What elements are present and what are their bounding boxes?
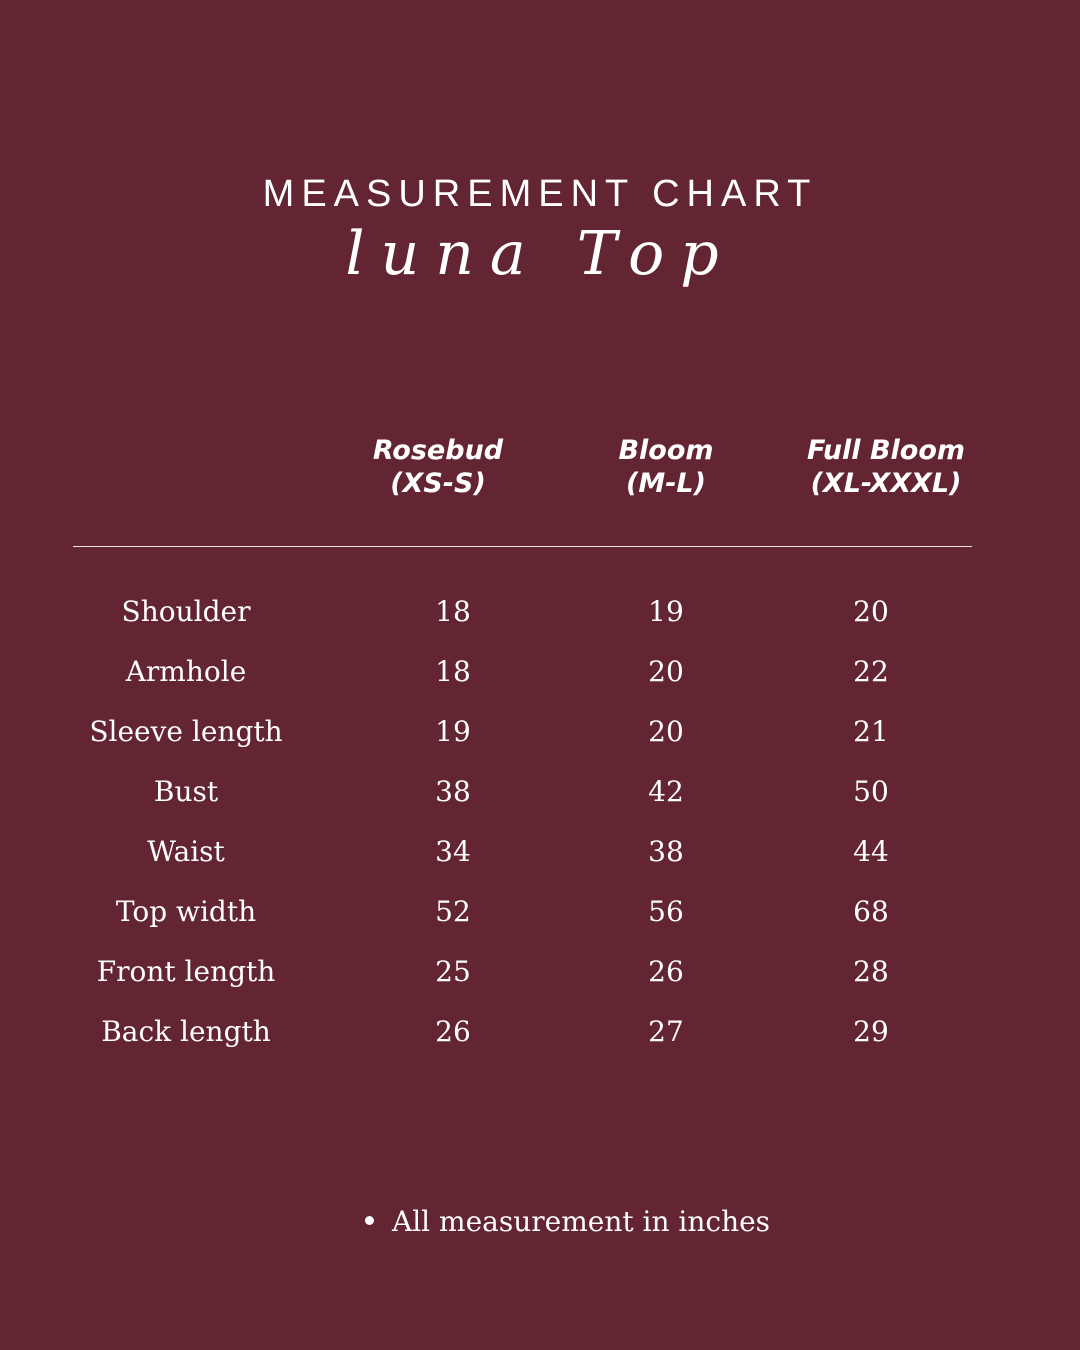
- column-size-range: (M-L): [626, 468, 706, 499]
- table-row: [0, 702, 1080, 762]
- table-cell: 20: [853, 595, 889, 628]
- table-row: [0, 822, 1080, 882]
- column-size-range: (XL-XXXL): [810, 468, 962, 499]
- table-row: [0, 762, 1080, 822]
- header-divider: [73, 546, 972, 547]
- table-cell: 56: [648, 895, 684, 928]
- table-cell: 34: [435, 835, 471, 868]
- column-size-name: Full Bloom: [806, 435, 966, 466]
- column-size-name: Rosebud: [372, 435, 504, 466]
- table-cell: 20: [648, 715, 684, 748]
- bullet-icon: [365, 1216, 374, 1225]
- row-label: Back length: [101, 1015, 271, 1048]
- product-name: luna Top: [345, 219, 735, 289]
- table-row: [0, 1002, 1080, 1062]
- row-label: Top width: [115, 895, 257, 928]
- column-header-full-bloom: [766, 434, 1006, 500]
- measurement-note: [365, 1200, 770, 1244]
- table-cell: 26: [435, 1015, 471, 1048]
- table-cell: 42: [648, 775, 684, 808]
- row-label: Waist: [147, 835, 225, 868]
- table-cell: 19: [648, 595, 684, 628]
- table-cell: 28: [853, 955, 889, 988]
- table-cell: 68: [853, 895, 889, 928]
- column-size-range: (XS-S): [390, 468, 486, 499]
- note-text: All measurement in inches: [392, 1205, 771, 1238]
- table-cell: 18: [435, 595, 471, 628]
- row-label: Sleeve length: [89, 715, 283, 748]
- table-row: [0, 942, 1080, 1002]
- column-size-name: Bloom: [618, 435, 714, 466]
- table-cell: 26: [648, 955, 684, 988]
- table-cell: 25: [435, 955, 471, 988]
- table-cell: 20: [648, 655, 684, 688]
- table-cell: 27: [648, 1015, 684, 1048]
- table-cell: 50: [853, 775, 889, 808]
- table-cell: 22: [853, 655, 889, 688]
- table-cell: 52: [435, 895, 471, 928]
- table-row: [0, 642, 1080, 702]
- measurement-table-body: [0, 582, 1080, 1062]
- table-cell: 29: [853, 1015, 889, 1048]
- table-cell: 38: [435, 775, 471, 808]
- table-row: [0, 582, 1080, 642]
- chart-title: MEASUREMENT CHART: [262, 173, 818, 215]
- table-cell: 38: [648, 835, 684, 868]
- table-cell: 21: [853, 715, 889, 748]
- table-cell: 44: [853, 835, 889, 868]
- row-label: Bust: [153, 775, 219, 808]
- column-header-rosebud: [318, 434, 558, 500]
- column-header-bloom: [546, 434, 786, 500]
- table-row: [0, 882, 1080, 942]
- table-cell: 19: [435, 715, 471, 748]
- row-label: Armhole: [125, 655, 247, 688]
- row-label: Shoulder: [121, 595, 251, 628]
- table-cell: 18: [435, 655, 471, 688]
- row-label: Front length: [96, 955, 276, 988]
